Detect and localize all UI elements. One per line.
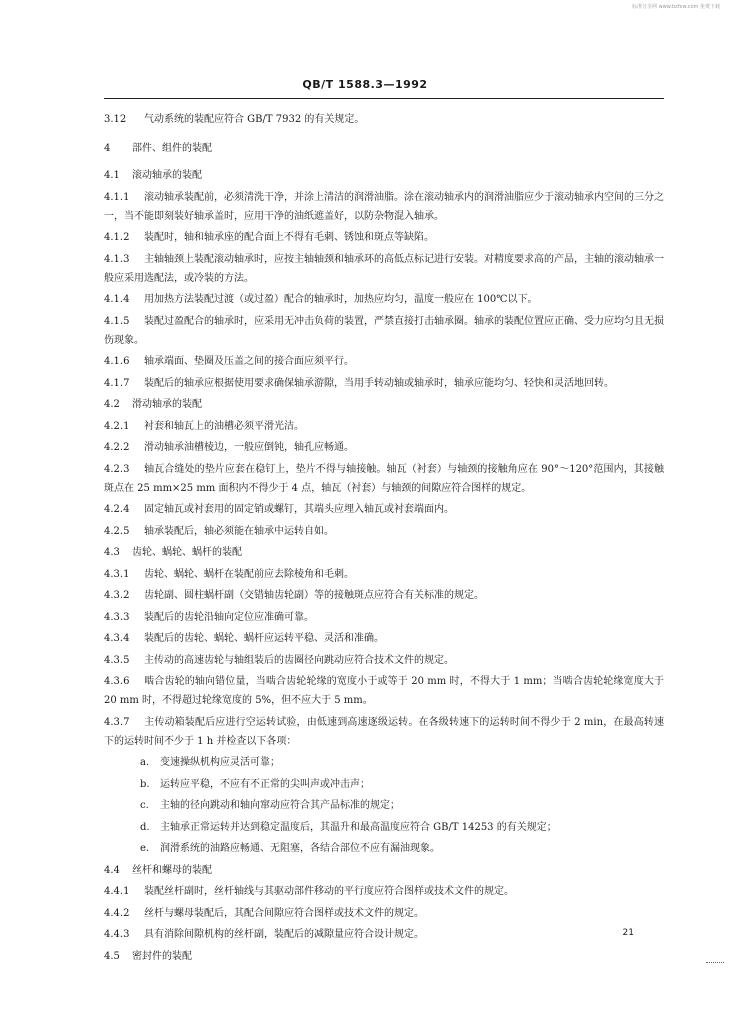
clause-text: 装配后的齿轮、蜗轮、蜗杆应运转平稳、灵活和准确。 xyxy=(144,633,384,644)
clause-number: 4.1.7 xyxy=(104,377,130,389)
clause-text: 固定轴瓦或衬套用的固定销或螺钉，其端头应埋入轴瓦或衬套端面内。 xyxy=(144,504,454,515)
clause-4 xyxy=(104,139,664,158)
clause-4-1-4 xyxy=(104,290,664,309)
clause-number: 4.2.5 xyxy=(104,525,130,537)
clause-4-4-3 xyxy=(104,925,664,944)
header-rule xyxy=(104,98,664,99)
clause-number: 4 xyxy=(104,143,111,154)
clause-4-2-4 xyxy=(104,500,664,519)
list-item xyxy=(140,796,664,815)
clause-text: 装配过盈配合的轴承时，应采用无冲击负荷的装置，严禁直接打击轴承圈。轴承的装配位置应正确、受力应均匀且无损伤现象。 xyxy=(104,315,664,346)
clause-number: 4.4.1 xyxy=(104,886,130,897)
list-item xyxy=(140,775,664,794)
clause-4-3-4 xyxy=(104,629,664,648)
clause-text: 具有消除间隙机构的丝杆副，装配后的减隙量应符合设计规定。 xyxy=(144,929,424,940)
clause-4-4-1 xyxy=(104,882,664,901)
running-header: QB/T 1588.3—1992 xyxy=(302,78,428,91)
list-letter: a. xyxy=(140,757,150,768)
clause-number: 4.1.4 xyxy=(104,294,130,305)
clause-text: 啮合齿轮的轴向错位量，当啮合齿轮轮缘的宽度小于或等于 20 mm 时，不得大于 1 mm；当啮合齿轮轮缘宽度大于 20 mm 时，不得超过轮缘宽度的 5%，但不应大于 5 mm。 xyxy=(104,676,664,706)
clause-4-3-5 xyxy=(104,651,664,670)
watermark: 标准分享网 www.bzfxw.com 免费下载 xyxy=(632,4,720,10)
clause-text: 齿轮、蜗轮、蜗杆的装配 xyxy=(132,547,242,558)
clause-text: 密封件的装配 xyxy=(132,950,192,962)
clause-4-2 xyxy=(104,395,664,414)
clause-text: 滑动轴承油槽棱边，一般应倒钝，轴孔应畅通。 xyxy=(144,442,354,453)
clause-number: 4.5 xyxy=(104,950,120,962)
clause-4-2-1 xyxy=(104,417,664,436)
clause-4-4 xyxy=(104,861,664,880)
margin-mark xyxy=(706,962,724,963)
clause-number: 4.3.7 xyxy=(104,716,130,728)
clause-4-5 xyxy=(104,947,664,966)
clause-4-3 xyxy=(104,543,664,562)
clause-number: 4.3.3 xyxy=(104,611,130,623)
clause-4-2-5 xyxy=(104,522,664,541)
clause-text: 装配后的轴承应根据使用要求确保轴承游隙，当用手转动轴或轴承时，轴承应能均匀、轻快和灵活地回转。 xyxy=(144,377,614,389)
clause-number: 4.3.4 xyxy=(104,633,130,644)
clause-text: 轴瓦合缝处的垫片应套在稳钉上，垫片不得与轴接触。轴瓦（衬套）与轴颈的接触角应在 90°～120°范围内，其接触斑点在 25 mm×25 mm 面积内不得少于 4 点，轴瓦（衬套）与轴颈的间隙应符合图样的规定。 xyxy=(104,463,664,494)
list-text: 主轴承正常运转并达到稳定温度后，其温升和最高温度应符合 GB/T 14253 的有关规定； xyxy=(160,821,557,833)
page-number: 21 xyxy=(622,928,634,938)
clause-number: 4.1.3 xyxy=(104,253,130,265)
clause-number: 4.2 xyxy=(104,399,120,410)
clause-number: 4.3.1 xyxy=(104,568,130,580)
clause-text: 齿轮、蜗轮、蜗杆在装配前应去除棱角和毛刺。 xyxy=(144,568,354,580)
clause-3-12 xyxy=(104,110,664,129)
page-body xyxy=(104,110,664,968)
list-letter: c. xyxy=(140,800,149,811)
clause-number: 4.2.3 xyxy=(104,463,130,475)
clause-4-4-2 xyxy=(104,904,664,923)
list-item xyxy=(140,839,664,858)
clause-text: 主传动箱装配后应进行空运转试验，由低速到高速逐级运转。在各级转速下的运转时间不得少于 2 min，在最高转速下的运转时间不少于 1 h 并检查以下各项： xyxy=(104,716,664,747)
clause-4-3-1 xyxy=(104,565,664,584)
clause-text: 丝杆和螺母的装配 xyxy=(132,864,212,876)
clause-text: 丝杆与螺母装配后，其配合间隙应符合图样或技术文件的规定。 xyxy=(144,907,424,919)
clause-number: 4.4 xyxy=(104,864,120,876)
clause-number: 4.4.3 xyxy=(104,929,130,940)
clause-number: 4.2.2 xyxy=(104,442,130,453)
clause-number: 4.1 xyxy=(104,170,120,181)
clause-text: 气动系统的装配应符合 GB/T 7932 的有关规定。 xyxy=(144,114,365,125)
paragraphs-before-list xyxy=(104,110,664,751)
clause-number: 4.1.2 xyxy=(104,232,130,243)
clause-number: 4.1.1 xyxy=(104,191,130,203)
clause-text: 主传动的高速齿轮与轴组装后的齿圈径向跳动应符合技术文件的规定。 xyxy=(144,654,454,666)
clause-number: 4.2.1 xyxy=(104,420,130,432)
list-item xyxy=(140,818,664,837)
clause-number: 4.4.2 xyxy=(104,907,130,919)
clause-text: 轴承端面、垫圈及压盖之间的接合面应须平行。 xyxy=(144,356,354,367)
clause-text: 齿轮副、圆柱蜗杆副（交错轴齿轮副）等的接触斑点应符合有关标准的规定。 xyxy=(144,590,484,601)
inspection-list xyxy=(104,753,664,858)
list-letter: d. xyxy=(140,821,150,833)
clause-4-1-6 xyxy=(104,352,664,371)
list-letter: b. xyxy=(140,778,150,790)
clause-number: 4.3.6 xyxy=(104,676,130,687)
clause-4-1-5 xyxy=(104,312,664,350)
clause-4-3-2 xyxy=(104,586,664,605)
clause-text: 轴承装配后，轴必须能在轴承中运转自如。 xyxy=(144,525,334,537)
clause-number: 4.3.5 xyxy=(104,654,130,666)
clause-number: 4.2.4 xyxy=(104,504,130,515)
paragraphs-after-list xyxy=(104,861,664,966)
clause-4-1-7 xyxy=(104,374,664,393)
list-letter: e. xyxy=(140,843,150,854)
clause-4-1-1 xyxy=(104,188,664,226)
clause-text: 装配丝杆副时，丝杆轴线与其驱动部件移动的平行度应符合图样或技术文件的规定。 xyxy=(144,886,514,897)
clause-text: 用加热方法装配过渡（或过盈）配合的轴承时，加热应均匀，温度一般应在 100℃以下。 xyxy=(144,294,538,305)
clause-text: 主轴轴颈上装配滚动轴承时，应按主轴轴颈和轴承环的高低点标记进行安装。对精度要求高的产品，主轴的滚动轴承一般应采用选配法，或冷装的方法。 xyxy=(104,253,664,284)
clause-text: 装配时，轴和轴承座的配合面上不得有毛刺、锈蚀和斑点等缺陷。 xyxy=(144,232,434,243)
clause-4-1 xyxy=(104,166,664,185)
clause-text: 滚动轴承装配前，必须清洗干净，并涂上清洁的润滑油脂。涂在滚动轴承内的润滑油脂应少于滚动轴承内空间的三分之一，当不能即刻装好轴承盖时，应用干净的油纸遮盖好，以防杂物混入轴承。 xyxy=(104,191,664,222)
list-text: 变速操纵机构应灵活可靠； xyxy=(160,757,280,768)
clause-4-1-2 xyxy=(104,228,664,247)
clause-text: 装配后的齿轮沿轴向定位应准确可靠。 xyxy=(144,611,314,623)
clause-4-3-6 xyxy=(104,672,664,710)
list-item xyxy=(140,753,664,772)
clause-4-2-2 xyxy=(104,438,664,457)
list-text: 润滑系统的油路应畅通、无阻塞，各结合部位不应有漏油现象。 xyxy=(160,843,440,854)
clause-text: 滑动轴承的装配 xyxy=(132,399,202,410)
clause-4-3-7 xyxy=(104,713,664,751)
clause-number: 4.1.5 xyxy=(104,315,130,327)
clause-number: 4.1.6 xyxy=(104,356,130,367)
list-text: 主轴的径向跳动和轴向窜动应符合其产品标准的规定； xyxy=(160,800,400,811)
clause-4-2-3 xyxy=(104,460,664,498)
clause-text: 衬套和轴瓦上的油槽必须平滑光洁。 xyxy=(144,420,304,432)
clause-4-3-3 xyxy=(104,608,664,627)
clause-number: 4.3 xyxy=(104,547,120,558)
clause-number: 4.3.2 xyxy=(104,590,130,601)
clause-4-1-3 xyxy=(104,250,664,288)
list-text: 运转应平稳，不应有不正常的尖叫声或冲击声； xyxy=(160,778,370,790)
clause-number: 3.12 xyxy=(104,114,127,125)
clause-text: 部件、组件的装配 xyxy=(132,143,212,154)
clause-text: 滚动轴承的装配 xyxy=(132,170,202,181)
